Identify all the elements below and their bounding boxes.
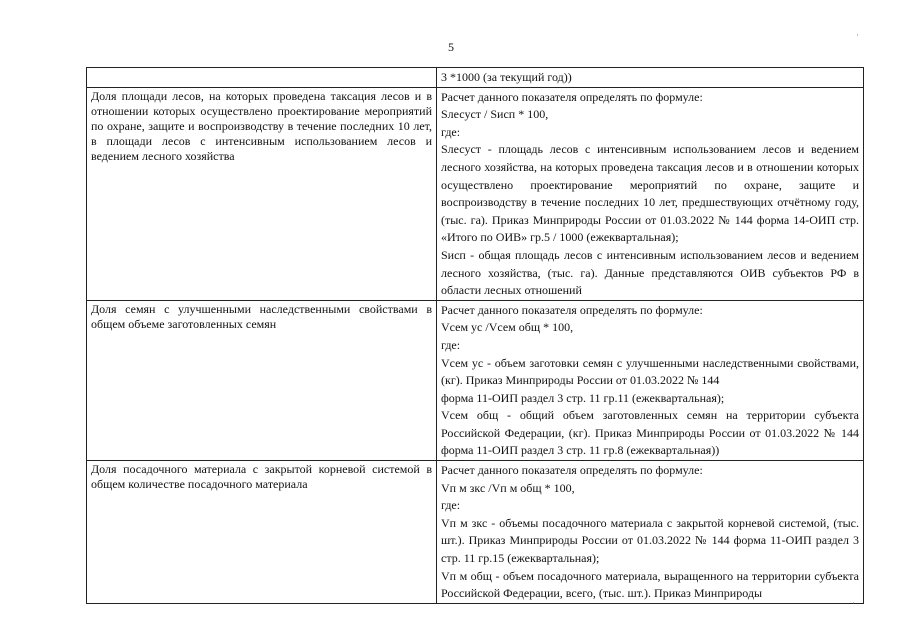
method-line: где: xyxy=(441,124,461,139)
formula-line: Vп м зкс /Vп м общ * 100, xyxy=(441,480,575,495)
variable-definition: Vсем общ - общий объем заготовленных семян на территории субъекта Российской Федерации, (кг). Приказ Минприроды России от 01.03.2022 № 144 форма 11-ОИП раздел 3 стр. 11 гр.8 (ежеквартальная)) xyxy=(441,408,859,458)
method-line: Расчет данного показателя определять по формуле: xyxy=(441,463,703,478)
table-row xyxy=(87,68,864,88)
page-number: 5 xyxy=(448,40,454,54)
method-line: Расчет данного показателя определять по формуле: xyxy=(441,302,703,317)
scan-speck: · xyxy=(856,30,859,40)
variable-definition: Sлесуст - площадь лесов с интенсивным использованием лесов и ведением лесного хозяйства, на которых проведена таксация лесов и в отношении которых осуществлено проектирование мероприятий по охране, защите и воспроизводству в течение последних 10 лет, предшествующих отчётному году, (тыс. га). Приказ Минприроды России от 01.03.2022 № 144 форма 14-ОИП стр. «Итого по ОИВ» гр.5 / 1000 (ежеквартальная); xyxy=(441,142,859,245)
method-cell xyxy=(437,87,864,300)
formula-line: Vсем ус /Vсем общ * 100, xyxy=(441,320,574,335)
method-line: Расчет данного показателя определять по формуле: xyxy=(441,89,703,104)
method-cell xyxy=(437,300,864,460)
formula-line: Sлесуст / Sисп * 100, xyxy=(441,107,549,122)
indicator-cell: Доля посадочного материала с закрытой корневой системой в общем количестве посадочного материала xyxy=(87,461,437,604)
method-line: где: xyxy=(441,337,461,352)
indicator-cell xyxy=(87,68,437,88)
indicators-table xyxy=(86,67,864,604)
method-cell xyxy=(437,68,864,88)
indicator-cell: Доля площади лесов, на которых проведена таксация лесов и в отношении которых осуществлено проектирование мероприятий по охране, защите и воспроизводству в течение последних 10 лет, в площади лесов с интенсивным использованием лесов и ведением лесного хозяйства xyxy=(87,87,437,300)
variable-definition: Vп м общ - объем посадочного материала, выращенного на территории субъекта Российской Федерации, всего, (тыс. шт.). Приказ Минприроды xyxy=(441,568,859,601)
variable-definition: Sисп - общая площадь лесов с интенсивным использованием лесов и ведением лесного хозяйства, (тыс. га). Данные представляются ОИВ субъектов РФ в области лесных отношений xyxy=(441,247,859,298)
table-row xyxy=(87,461,864,604)
method-cell xyxy=(437,461,864,604)
variable-definition: форма 11-ОИП раздел 3 стр. 11 гр.11 (ежеквартальная); xyxy=(441,390,725,405)
scan-speck: · xyxy=(852,598,855,608)
table-row xyxy=(87,87,864,300)
method-line: 3 *1000 (за текущий год)) xyxy=(441,70,572,84)
indicator-cell: Доля семян с улучшенными наследственными свойствами в общем объеме заготовленных семян xyxy=(87,300,437,460)
table-row xyxy=(87,300,864,460)
variable-definition: Vп м зкс - объемы посадочного материала с закрытой корневой системой, (тыс. шт.). Приказ Минприроды России от 01.03.2022 № 144 форма 11-ОИП раздел 3 стр. 11 гр.15 (ежеквартальная); xyxy=(441,515,859,566)
variable-definition: Vсем ус - объем заготовки семян с улучшенными наследственными свойствами, (кг). Приказ Минприроды России от 01.03.2022 № 144 xyxy=(441,355,859,388)
method-line: где: xyxy=(441,498,461,513)
